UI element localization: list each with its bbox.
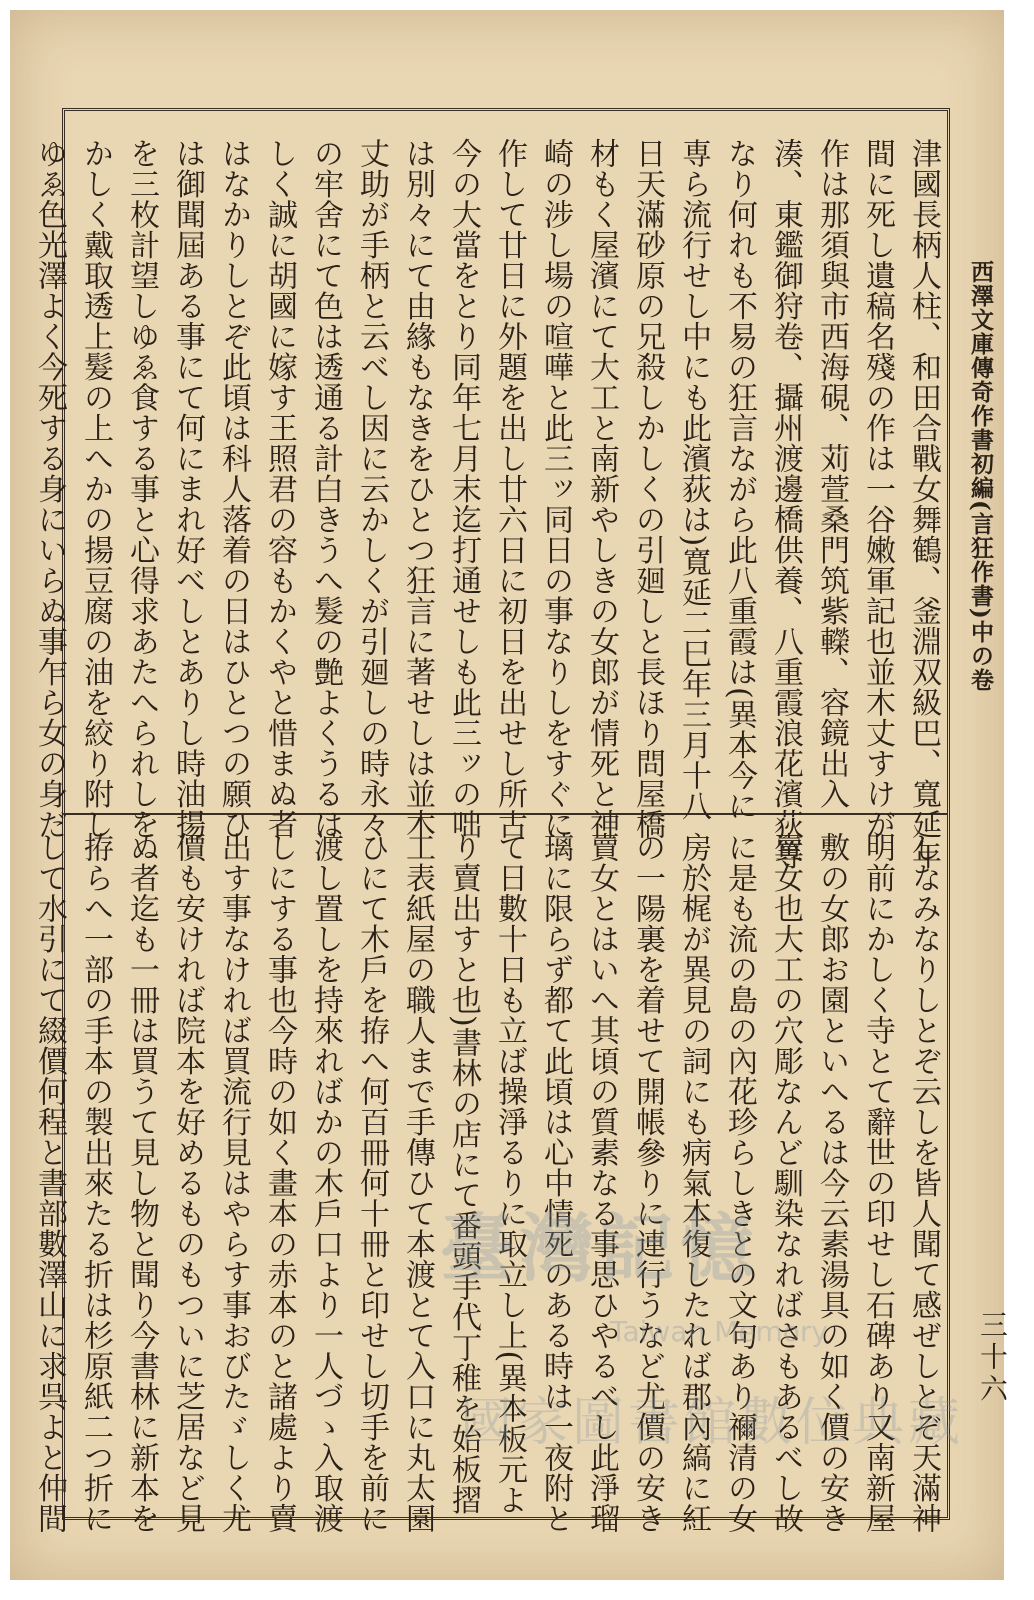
text-column: 丈助が手柄と云べし因に云かしくが引廻しの時永々 <box>354 138 389 840</box>
text-column: に是も流の島の內花珍らしきとの文句あり禰清の女 <box>722 832 757 1534</box>
page-number: 三十六 <box>976 1310 1009 1406</box>
text-column: を三枚計望しゆゑ食する事と心得求あたへられしを <box>124 138 159 840</box>
text-column: 房於梶が異見の詞にも病氣本復したれば郡內縞に紅 <box>676 832 711 1534</box>
text-column: なり何れも不易の狂言ながら此八重霞は(異本今に <box>722 138 757 822</box>
text-column: り賣出すと也)書林の店にて番頭手代丁稚を始板摺 <box>446 832 481 1516</box>
text-column: 材もく屋濱にて大工と南新やしきの女郎が情死と神 <box>584 138 619 840</box>
watermark-logo: 臺灣記憶 <box>440 1206 760 1292</box>
text-column: ぬ者迄も一冊は買うて見し物と聞り今書林に新本を <box>124 832 159 1534</box>
text-column: かしく戴取透上髮の上へかの揚豆腐の油を絞り附し <box>78 138 113 840</box>
text-column: 作は那須與市西海硯、苅萱桑門筑紫𨏍、容鏡出入 <box>814 138 849 809</box>
text-column: 拵らへ一部の手本の製出來たる折は杉原紙二つ折に <box>78 832 113 1534</box>
text-column: は御聞屆ある事にて何にまれ好べしとありし時油揚 <box>170 138 205 840</box>
text-column: 津國長柄人柱、和田合戰女舞鶴、釜淵双級巴、寬延年 <box>906 138 941 870</box>
text-column: 間に死し遺稿名殘の作は一谷嫩軍記也並木丈すけが <box>860 138 895 840</box>
text-column: 璃に限らず都て此頃は心中情死のある時は一夜附と <box>538 832 573 1534</box>
text-column: 渡し置しを持來ればかの木戶口より一人づゝ入取渡 <box>308 832 343 1534</box>
text-column: しなみなりしとぞ云しを皆人聞て感ぜしとぞ天滿神 <box>906 832 941 1534</box>
text-column: しにする事也今時の如く畫本の赤本のと諸處より賣 <box>262 832 297 1534</box>
text-column: 作して廿日に外題を出し廿六日に初日を出せし所古 <box>492 138 527 840</box>
text-column: の牢舍にて色は透通る計白きうへ髮の艶よくうるは <box>308 138 343 840</box>
text-column: 崎の涉し場の喧嘩と此三ッ同日の事なりしをすぐに <box>538 138 573 840</box>
running-head: 西澤文庫傳奇作書初編(言狂作書)中の卷 <box>967 260 994 692</box>
text-column: 日天滿砂原の兄殺しかしくの引廻しと長ほり問屋橋 <box>630 138 665 840</box>
text-column: 價も安ければ院本を好めるものもついに芝居など見 <box>170 832 205 1534</box>
text-column: 敷の女郎お園といへるは今云素湯具の如く價の安き <box>814 832 849 1534</box>
text-column: 賣女とはいへ其頃の質素なる事思ひやるべし此淨瑠 <box>584 832 619 1534</box>
text-column: しく誠に胡國に嫁す王照君の容もかくやと惜まぬ者 <box>262 138 297 840</box>
text-column: は別々にて由緣もなきをひとつ狂言に著せしは並木 <box>400 138 435 840</box>
watermark-english: Taiwan Memory <box>610 1315 828 1348</box>
text-column: て日數十日も立ば操淨るりに取立し上(異本板元よ <box>492 832 527 1516</box>
text-column: 専ら流行せし中にも此濱荻は)寬延二巳年三月十八 <box>676 138 711 822</box>
text-column: 工表紙屋の職人まで手傳ひて本渡とて入口に丸太園 <box>400 832 435 1534</box>
text-column: 湊、東鑑御狩卷、攝州渡邊橋供養、八重霞浪花濱荻等 <box>768 138 803 870</box>
text-column: 今の大當をとり同年七月末迄打通せしも此三ッの咄 <box>446 138 481 840</box>
watermark-subtitle: 國家圖書館數位典藏 <box>460 1393 965 1453</box>
text-column: 明前にかしく寺とて辭世の印せし石碑あり又南新屋 <box>860 832 895 1534</box>
text-column: 出す事なければ買流行見はやらす事おびたゞしく尤 <box>216 832 251 1534</box>
text-column: ゆゑ色光澤よく今死する身にいらぬ事乍ら女の身だ <box>32 138 67 840</box>
text-column: ひにて木戶を拵へ何百冊何十冊と印せし切手を前に <box>354 832 389 1534</box>
text-column: 賣女也大工の穴彫なんど馴染なればさもあるべし故 <box>768 832 803 1534</box>
text-column: して水引にて綴價何程と書部數澤山に求呉よと仲間 <box>32 832 67 1534</box>
text-column: はなかりしとぞ此頃は科人落着の日はひとつの願ひ <box>216 138 251 840</box>
text-column: の一陽裏を着せて開帳參りに連行うなど尤價の安き <box>630 832 665 1534</box>
upper-text-block <box>32 138 946 870</box>
book-page <box>10 10 1009 1580</box>
